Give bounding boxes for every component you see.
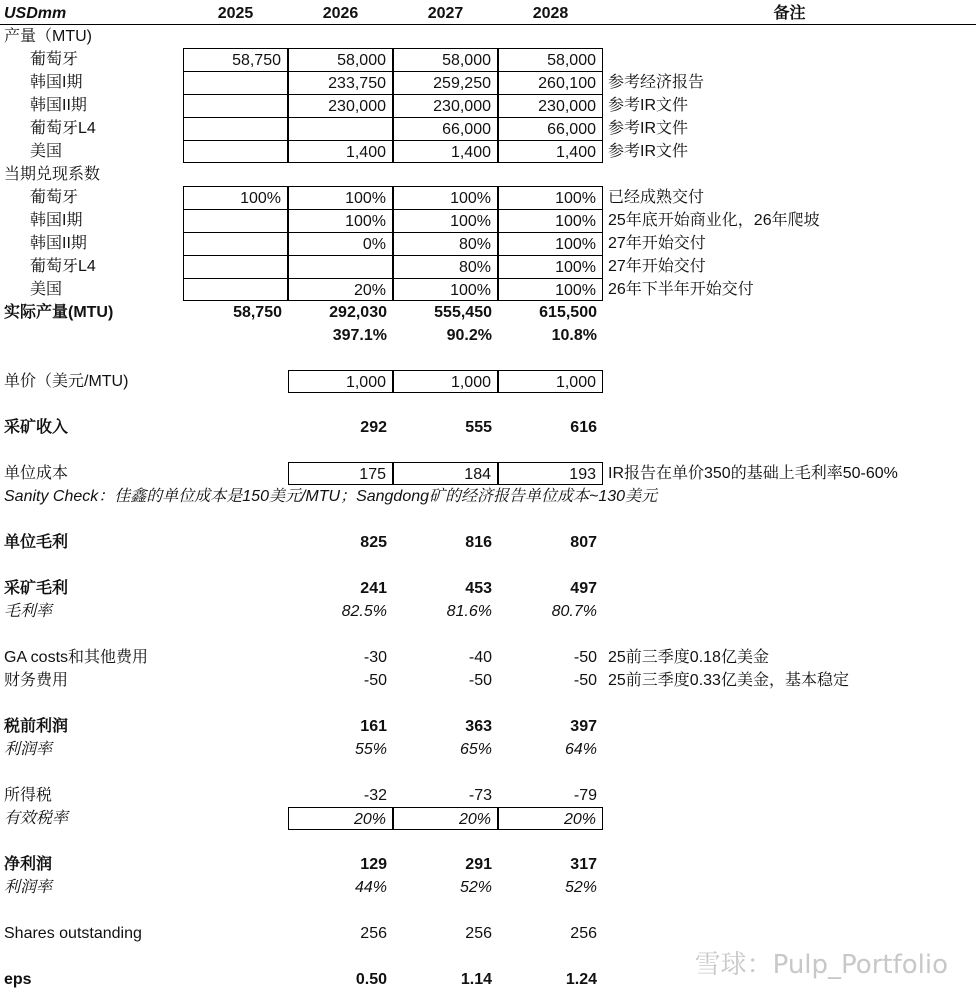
cell-2028: 397	[570, 718, 597, 735]
net-profit-row	[0, 853, 976, 876]
currency-unit-label: USDmm	[4, 5, 67, 22]
row-label: 实际产量(MTU)	[4, 304, 114, 321]
row-note: 27年开始交付	[608, 258, 706, 275]
row-label: 葡萄牙	[30, 189, 79, 206]
cell-2027: 291	[465, 856, 492, 873]
cell-2028: 497	[570, 580, 597, 597]
cell-2028: 100%	[498, 209, 603, 232]
cell-2027: 90.2%	[446, 327, 492, 344]
cell-2027: 100%	[393, 209, 498, 232]
unit-price-row	[0, 370, 976, 393]
cell-2028: 317	[570, 856, 597, 873]
cell-2028: 256	[570, 925, 597, 942]
realization-row-usa	[0, 278, 976, 301]
cell-2027: 230,000	[393, 94, 498, 117]
cell-2026: 175	[288, 462, 393, 485]
cell-2027: 259,250	[393, 71, 498, 94]
unit-cost-row	[0, 462, 976, 485]
cell-2027: -50	[468, 672, 492, 689]
row-note: 参考IR文件	[608, 120, 689, 137]
cell-2026: 82.5%	[341, 603, 387, 620]
row-label: 单位毛利	[4, 534, 69, 551]
pretax-profit-row	[0, 715, 976, 738]
cell-2026: 58,000	[288, 48, 393, 71]
production-title-row	[0, 25, 976, 48]
cell-2025	[183, 71, 288, 94]
row-label: 采矿收入	[4, 419, 69, 436]
cell-2027: 1,400	[393, 140, 498, 163]
row-label: 葡萄牙L4	[30, 120, 96, 137]
cell-2028: 615,500	[539, 304, 597, 321]
growth-row	[0, 324, 976, 347]
ga-costs-row	[0, 646, 976, 669]
realization-row-portugal	[0, 186, 976, 209]
realization-row-korea1	[0, 209, 976, 232]
row-label: 财务费用	[4, 672, 69, 689]
row-label: 利润率	[4, 741, 53, 758]
net-margin-row	[0, 876, 976, 899]
row-label: 葡萄牙	[30, 51, 79, 68]
row-label: 葡萄牙L4	[30, 258, 96, 275]
cell-2027: 100%	[393, 186, 498, 209]
cell-2028: 58,000	[498, 48, 603, 71]
cell-2028: 1,400	[498, 140, 603, 163]
cell-2026: 397.1%	[332, 327, 387, 344]
actual-output-row	[0, 301, 976, 324]
cell-2027: 1.14	[460, 971, 492, 988]
header-year-2026: 2026	[322, 5, 359, 22]
cell-2026: 292	[360, 419, 387, 436]
effective-tax-rate-row	[0, 807, 976, 830]
row-label: 利润率	[4, 879, 53, 896]
unit-gross-profit-row	[0, 531, 976, 554]
cell-2028: 100%	[498, 255, 603, 278]
cell-2028: 100%	[498, 278, 603, 301]
cell-2027: 256	[465, 925, 492, 942]
cell-2028: 66,000	[498, 117, 603, 140]
production-row-portugal-l4	[0, 117, 976, 140]
finance-costs-row	[0, 669, 976, 692]
row-note: 25前三季度0.33亿美金，基本稳定	[608, 672, 849, 689]
row-label: 净利润	[4, 856, 53, 873]
cell-2026: 230,000	[288, 94, 393, 117]
row-label: 单价（美元/MTU)	[4, 373, 129, 390]
cell-2028: 20%	[498, 807, 603, 830]
realization-row-portugal-l4	[0, 255, 976, 278]
cell-2026: -30	[363, 649, 387, 666]
cell-2028: 100%	[498, 186, 603, 209]
cell-2028: 100%	[498, 232, 603, 255]
cell-2026: -50	[363, 672, 387, 689]
cell-2027: 555,450	[434, 304, 492, 321]
cell-2025: 58,750	[183, 48, 288, 71]
row-label: 毛利率	[4, 603, 53, 620]
cell-2027: 58,000	[393, 48, 498, 71]
cell-2025	[183, 140, 288, 163]
cell-2025: 58,750	[233, 304, 282, 321]
cell-2027: 52%	[459, 879, 492, 896]
cell-2028: 52%	[564, 879, 597, 896]
pretax-margin-row	[0, 738, 976, 761]
cell-2026: 20%	[288, 278, 393, 301]
cell-2027: 80%	[393, 232, 498, 255]
row-label: 有效税率	[4, 810, 69, 827]
row-label: 单位成本	[4, 465, 69, 482]
production-row-portugal	[0, 48, 976, 71]
watermark: 雪球：Pulp_Portfolio	[694, 950, 948, 980]
income-tax-row	[0, 784, 976, 807]
cell-2025	[183, 209, 288, 232]
cell-2027: 555	[465, 419, 492, 436]
mining-revenue-row	[0, 416, 976, 439]
production-row-korea1	[0, 71, 976, 94]
header-year-2027: 2027	[427, 5, 464, 22]
row-label: 韩国I期	[30, 74, 83, 91]
cell-2028: -79	[573, 787, 597, 804]
cell-2028: -50	[573, 649, 597, 666]
cell-2026	[288, 255, 393, 278]
sanity-check-text: Sanity Check：佳鑫的单位成本是150美元/MTU；Sangdong矿的经济报告单位成本~130美元	[4, 488, 658, 505]
cell-2025	[183, 255, 288, 278]
row-note: 25前三季度0.18亿美金	[608, 649, 769, 666]
production-row-korea2	[0, 94, 976, 117]
header-row	[0, 2, 976, 25]
header-remark: 备注	[773, 5, 806, 22]
cell-2025	[183, 117, 288, 140]
cell-2027: 80%	[393, 255, 498, 278]
cell-2026: 55%	[354, 741, 387, 758]
cell-2027: 363	[465, 718, 492, 735]
cell-2026: 825	[360, 534, 387, 551]
realization-title: 当期兑现系数	[4, 166, 101, 183]
cell-2028: 807	[570, 534, 597, 551]
realization-row-korea2	[0, 232, 976, 255]
cell-2026: 0%	[288, 232, 393, 255]
cell-2026: 1,000	[288, 370, 393, 393]
row-label: 美国	[30, 143, 63, 160]
header-year-2025: 2025	[217, 5, 254, 22]
row-label: 美国	[30, 281, 63, 298]
cell-2026: 44%	[354, 879, 387, 896]
row-label: GA costs和其他费用	[4, 649, 149, 666]
header-year-2028: 2028	[532, 5, 569, 22]
cell-2027: 66,000	[393, 117, 498, 140]
cell-2027: 20%	[393, 807, 498, 830]
row-note: 25年底开始商业化，26年爬坡	[608, 212, 820, 229]
cell-2028: 193	[498, 462, 603, 485]
cell-2026: 256	[360, 925, 387, 942]
cell-2026	[288, 117, 393, 140]
cell-2028: 80.7%	[551, 603, 597, 620]
row-note: 已经成熟交付	[608, 189, 705, 206]
sanity-check-row	[0, 485, 976, 508]
row-note: 26年下半年开始交付	[608, 281, 754, 298]
row-label: 采矿毛利	[4, 580, 69, 597]
cell-2026: 100%	[288, 186, 393, 209]
cell-2025	[183, 278, 288, 301]
row-label: Shares outstanding	[4, 925, 142, 942]
gross-margin-row	[0, 600, 976, 623]
cell-2026: 292,030	[329, 304, 387, 321]
cell-2026: 161	[360, 718, 387, 735]
row-note: 参考IR文件	[608, 143, 689, 160]
cell-2026: 100%	[288, 209, 393, 232]
cell-2028: 1,000	[498, 370, 603, 393]
cell-2028: 1.24	[565, 971, 597, 988]
production-row-usa	[0, 140, 976, 163]
cell-2027: 1,000	[393, 370, 498, 393]
cell-2025: 100%	[183, 186, 288, 209]
cell-2028: 10.8%	[551, 327, 597, 344]
shares-outstanding-row	[0, 922, 976, 945]
row-note: 参考经济报告	[608, 74, 705, 91]
cell-2026: 129	[360, 856, 387, 873]
cell-2026: 0.50	[355, 971, 387, 988]
cell-2027: 184	[393, 462, 498, 485]
row-label: 所得税	[4, 787, 53, 804]
realization-title-row	[0, 163, 976, 186]
cell-2027: -73	[468, 787, 492, 804]
cell-2028: 260,100	[498, 71, 603, 94]
cell-2028: 616	[570, 419, 597, 436]
row-label: 韩国II期	[30, 235, 87, 252]
cell-2026: -32	[363, 787, 387, 804]
row-label: 税前利润	[4, 718, 69, 735]
cell-2027: 453	[465, 580, 492, 597]
row-note: 27年开始交付	[608, 235, 706, 252]
row-note: 参考IR文件	[608, 97, 689, 114]
mining-gross-profit-row	[0, 577, 976, 600]
cell-2026: 241	[360, 580, 387, 597]
cell-2027: 100%	[393, 278, 498, 301]
cell-2026: 233,750	[288, 71, 393, 94]
cell-2028: -50	[573, 672, 597, 689]
cell-2027: -40	[468, 649, 492, 666]
cell-2027: 81.6%	[446, 603, 492, 620]
cell-2026: 20%	[288, 807, 393, 830]
cell-2025	[183, 94, 288, 117]
cell-2025	[183, 232, 288, 255]
row-label: 韩国I期	[30, 212, 83, 229]
cell-2028: 230,000	[498, 94, 603, 117]
row-label: eps	[4, 971, 32, 988]
row-note: IR报告在单价350的基础上毛利率50-60%	[608, 465, 898, 482]
row-label: 韩国II期	[30, 97, 87, 114]
production-title: 产量（MTU)	[4, 28, 92, 45]
cell-2026: 1,400	[288, 140, 393, 163]
cell-2027: 65%	[459, 741, 492, 758]
cell-2027: 816	[465, 534, 492, 551]
cell-2028: 64%	[564, 741, 597, 758]
